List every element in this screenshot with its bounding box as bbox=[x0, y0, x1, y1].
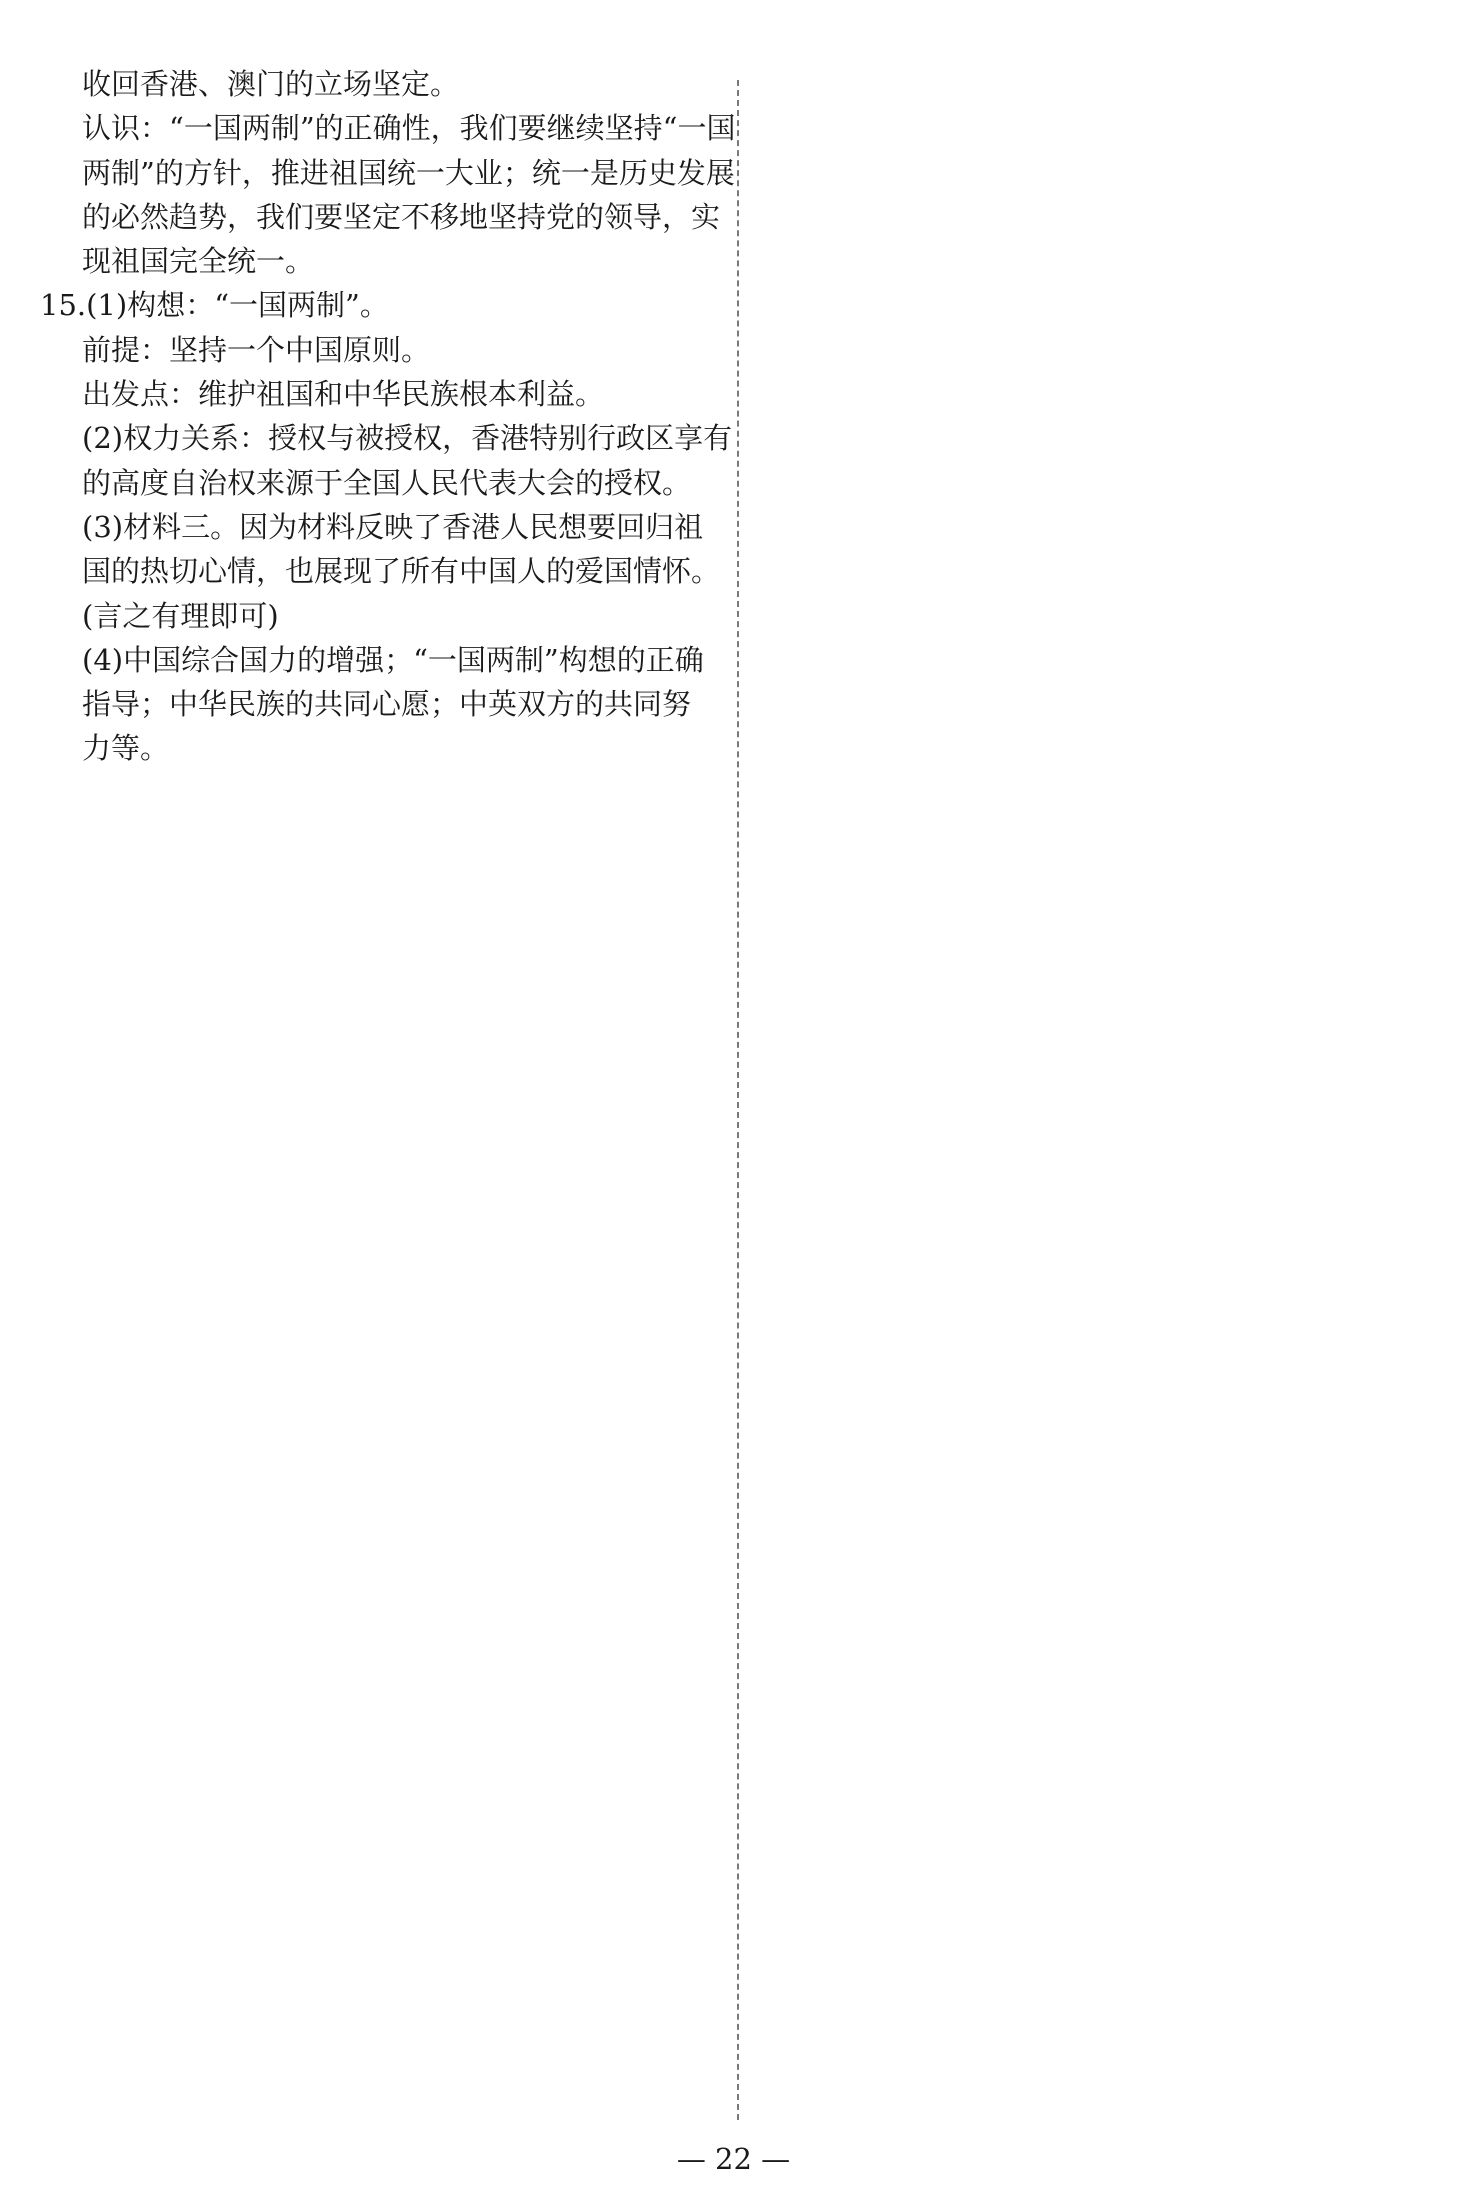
text-line: (2)权力关系：授权与被授权，香港特别行政区享有 bbox=[82, 421, 733, 456]
text-line: 力等。 bbox=[82, 731, 170, 766]
text-line: 的必然趋势，我们要坚定不移地坚持党的领导，实 bbox=[82, 199, 721, 234]
text-line: 现祖国完全统一。 bbox=[82, 244, 315, 279]
text-line: 指导；中华民族的共同心愿；中英双方的共同努 bbox=[82, 687, 692, 722]
text-line: 的高度自治权来源于全国人民代表大会的授权。 bbox=[82, 465, 692, 500]
text-line: (3)材料三。因为材料反映了香港人民想要回归祖 bbox=[82, 509, 704, 544]
text-line: 收回香港、澳门的立场坚定。 bbox=[82, 67, 460, 101]
text-line: (言之有理即可) bbox=[82, 598, 279, 633]
text-line: (4)中国综合国力的增强；“一国两制”构想的正确 bbox=[82, 642, 704, 677]
text-line: 两制”的方针，推进祖国统一大业；统一是历史发展 bbox=[82, 155, 735, 190]
text-line: 15.(1)构想：“一国两制”。 bbox=[40, 288, 389, 323]
page-number: — 22 — bbox=[676, 2142, 791, 2176]
text-line: 国的热切心情，也展现了所有中国人的爱国情怀。 bbox=[82, 554, 721, 589]
column-divider bbox=[737, 80, 739, 2120]
text-line: 出发点：维护祖国和中华民族根本利益。 bbox=[82, 377, 605, 412]
text-line: 前提：坚持一个中国原则。 bbox=[82, 332, 431, 367]
left-column bbox=[40, 62, 736, 771]
text-line: 认识：“一国两制”的正确性，我们要继续坚持“一国 bbox=[82, 111, 736, 146]
